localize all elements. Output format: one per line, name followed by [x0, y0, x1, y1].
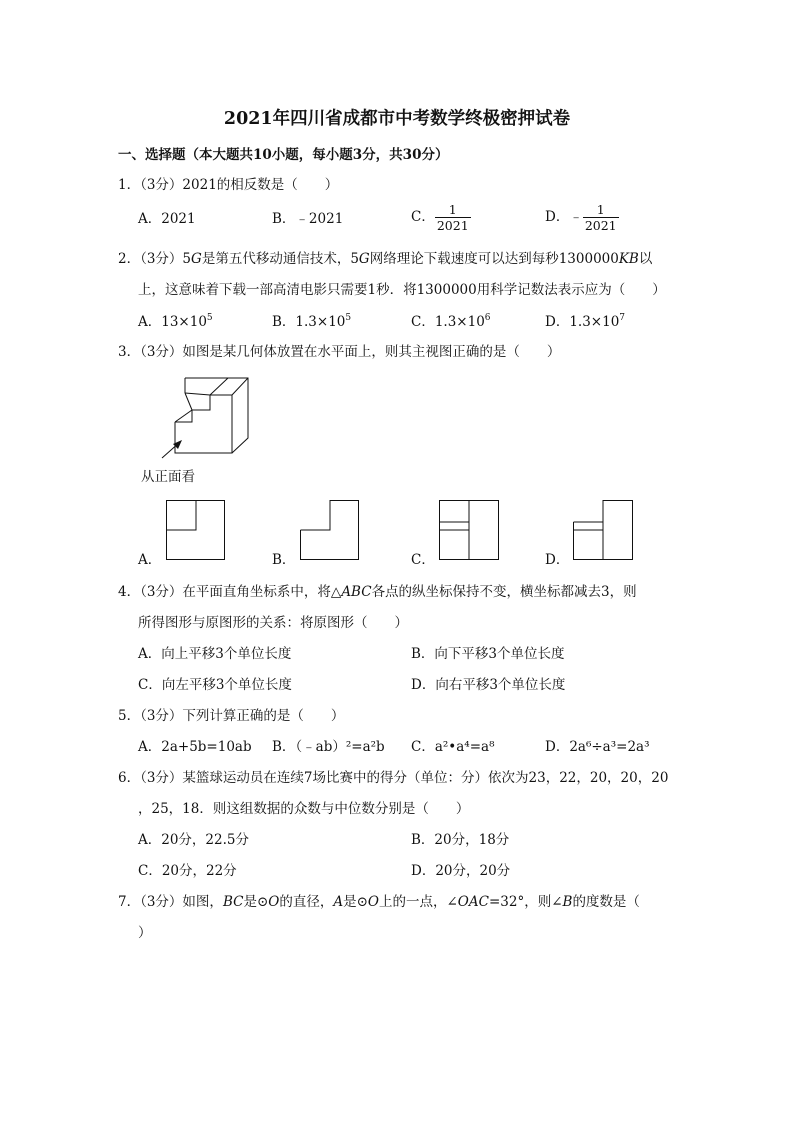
- question-1-option-b: B．﹣2021: [272, 211, 344, 227]
- question-4-option-a: A．向上平移3个单位长度: [138, 646, 292, 662]
- question-6-line-2: ，25，18．则这组数据的众数与中位数分别是（ ）: [138, 801, 470, 817]
- question-6-line-1: 6．（3分）某篮球运动员在连续7场比赛中的得分（单位：分）依次为23，22，20，20，20: [118, 770, 669, 786]
- option-a-view: [166, 500, 226, 562]
- question-6-option-b: B．20分，18分: [411, 832, 510, 848]
- solid-figure: [140, 370, 260, 470]
- fraction: $\frac{1}{2021}$: [584, 202, 617, 233]
- question-4-option-c: C．向左平移3个单位长度: [138, 677, 292, 693]
- question-6-option-c: C．20分，22分: [138, 863, 237, 879]
- option-d-view: [573, 500, 635, 562]
- option-c-view: [439, 500, 501, 562]
- question-7-line-1: 7．（3分）如图，BC是⊙O的直径，A是⊙O上的一点，∠OAC=32°，则∠B的度数是（: [118, 894, 640, 910]
- question-1-option-d: D．﹣ $\frac{1}{2021}$: [545, 202, 617, 233]
- question-5-option-d: D．2a⁶÷a³=2a³: [545, 739, 650, 755]
- question-4-line-2: 所得图形与原图形的关系：将原图形（ ）: [138, 615, 408, 631]
- question-1-stem: 1．（3分）2021的相反数是（ ）: [118, 177, 339, 193]
- question-4-option-b: B．向下平移3个单位长度: [411, 646, 565, 662]
- option-b-view: [300, 500, 360, 562]
- question-2-line-2: 上，这意味着下载一部高清电影只需要1秒．将1300000用科学记数法表示应为（ ）: [138, 282, 666, 298]
- question-6-option-d: D．20分，20分: [411, 863, 511, 879]
- question-1-option-c: C． $\frac{1}{2021}$: [411, 202, 469, 233]
- fraction: $\frac{1}{2021}$: [436, 202, 469, 233]
- question-2-option-c: C．$1.3\times 10^6$: [411, 312, 491, 330]
- question-4-option-d: D．向右平移3个单位长度: [411, 677, 566, 693]
- question-5-option-a: A．2a+5b=10ab: [138, 739, 252, 755]
- question-5-stem: 5．（3分）下列计算正确的是（ ）: [118, 708, 345, 724]
- view-caption: 从正面看: [141, 469, 195, 485]
- question-3-stem: 3．（3分）如图是某几何体放置在水平面上，则其主视图正确的是（ ）: [118, 344, 561, 360]
- question-3-option-d-label: D．: [545, 552, 570, 568]
- question-6-option-a: A．20分，22.5分: [138, 832, 249, 848]
- question-2-option-d: D．$1.3\times 10^7$: [545, 312, 626, 330]
- section-heading: 一、选择题（本大题共10小题，每小题3分，共30分）: [118, 147, 449, 163]
- question-2-option-a: A．$13\times 10^5$: [138, 312, 213, 330]
- question-3-option-c-label: C．: [411, 552, 435, 568]
- question-5-option-c: C．a²•a⁴=a⁸: [411, 739, 495, 755]
- question-7-line-2: ）: [138, 925, 152, 941]
- question-3-option-b-label: B．: [272, 552, 296, 568]
- question-1-option-a: A．2021: [138, 211, 196, 227]
- exam-title: 2021年四川省成都市中考数学终极密押试卷: [223, 109, 571, 129]
- question-3-option-a-label: A．: [138, 552, 162, 568]
- question-4-line-1: 4．（3分）在平面直角坐标系中，将△ABC各点的纵坐标保持不变，横坐标都减去3，则: [118, 584, 637, 600]
- question-2-option-b: B．$1.3\times 10^5$: [272, 312, 352, 330]
- question-5-option-b: B．（﹣ab）²=a²b: [272, 739, 385, 755]
- question-2-line-1: 2．（3分）5G是第五代移动通信技术，5G网络理论下载速度可以达到每秒1300000KB以: [118, 251, 653, 267]
